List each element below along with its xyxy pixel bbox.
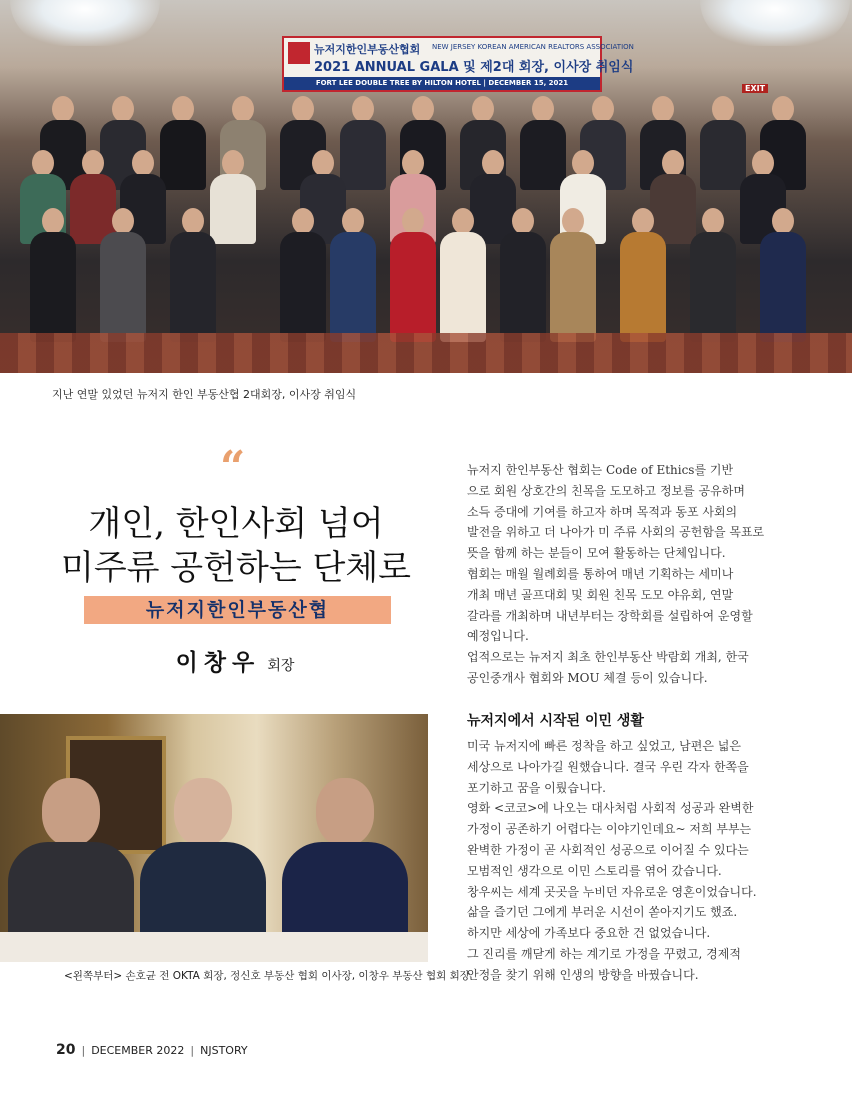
intro-line: 업적으로는 뉴저지 최초 한인부동산 박람회 개최, 한국: [467, 650, 749, 665]
intro-line: 개최 매년 골프대회 및 회원 친목 도모 야유회, 연말: [467, 587, 734, 602]
page-number: 20: [56, 1042, 76, 1058]
interviewee-name: 이창우: [175, 650, 261, 676]
story-line: 완벽한 가정이 곧 사회적인 성공으로 이어질 수 있다는: [467, 842, 749, 857]
intro-line: 으로 회원 상호간의 친목을 도모하고 정보를 공유하며: [467, 483, 745, 498]
headline-line-1: 개인, 한인사회 넘어: [88, 504, 384, 544]
intro-line: 소득 증대에 기여를 하고자 하며 목적과 동포 사회의: [467, 504, 738, 519]
mid-photo-caption: <왼쪽부터> 손호균 전 OKTA 회장, 정신호 부동산 협회 이사장, 이창우 부동산 협회 회장: [64, 970, 470, 982]
intro-line: 발전을 위하고 더 나아가 미 주류 사회의 공헌함을 목표로: [467, 525, 765, 540]
page-footer: [56, 1042, 248, 1058]
dinner-table: [0, 932, 428, 962]
intro-paragraph: [467, 460, 767, 689]
chandelier-right: [700, 0, 850, 46]
banner-subtitle: FORT LEE DOUBLE TREE BY HILTON HOTEL | DECEMBER 15, 2021: [284, 77, 600, 90]
headline-line-2: 미주류 공헌하는 단체로: [60, 548, 412, 588]
association-logo: [288, 42, 310, 64]
quote-mark-icon: “: [220, 442, 246, 493]
chandelier-left: [10, 0, 160, 46]
issue-date: DECEMBER 2022: [91, 1044, 185, 1057]
story-line: 그 진리를 깨닫게 하는 계기로 가정을 꾸렸고, 경제적: [467, 946, 741, 961]
interviewee-title: 회장: [267, 658, 295, 674]
banner-org-korean: 뉴저지한인부동산협회: [314, 43, 421, 56]
gala-banner: [282, 36, 634, 92]
exit-sign: EXIT: [742, 84, 768, 93]
intro-line: 갈라를 개최하며 내년부터는 장학회를 설립하여 운영할: [467, 608, 753, 623]
banner-org-english: NEW JERSEY KOREAN AMERICAN REALTORS ASSOCIATION: [432, 43, 634, 51]
organization-name: 뉴저지한인부동산협: [145, 599, 330, 621]
story-line: 하지만 세상에 가족보다 중요한 건 없었습니다.: [467, 926, 711, 941]
story-line: 포기하고 꿈을 이뤘습니다.: [467, 780, 606, 795]
magazine-name: NJSTORY: [200, 1044, 248, 1057]
intro-line: 공인중개사 협회와 MOU 체결 등이 있습니다.: [467, 670, 708, 685]
footer-divider: |: [190, 1044, 195, 1057]
section-subhead: 뉴저지에서 시작된 이민 생활: [467, 713, 644, 729]
interviewee: [90, 644, 380, 677]
intro-line: 뉴저지 한인부동산 협회는 Code of Ethics를 기반: [467, 463, 734, 477]
story-line: 세상으로 나아가길 원했습니다. 결국 우린 각자 한쪽을: [467, 759, 749, 774]
story-line: 미국 뉴저지에 빠른 정착을 하고 싶었고, 남편은 넓은: [467, 739, 741, 753]
three-men-photo: [0, 714, 428, 962]
carpet-floor: [0, 333, 852, 373]
story-line: 모범적인 생각으로 이민 스토리를 엮어 갔습니다.: [467, 863, 722, 878]
story-paragraph: [467, 736, 767, 986]
story-line: 안정을 찾기 위해 인생의 방향을 바꿨습니다.: [467, 967, 699, 982]
intro-line: 예정입니다.: [467, 629, 529, 644]
story-line: 영화 <코코>에 나오는 대사처럼 사회적 성공과 완벽한: [467, 801, 754, 816]
story-line: 창우씨는 세계 곳곳을 누비던 자유로운 영혼이었습니다.: [467, 884, 757, 899]
intro-line: 협회는 매월 월례회를 통하여 매년 기획하는 세미나: [467, 566, 734, 581]
banner-title: 2021 ANNUAL GALA 및 제2대 회장, 이사장 취임식: [314, 60, 634, 75]
top-photo-caption: 지난 연말 있었던 뉴저지 한인 부동산협 2대회장, 이사장 취임식: [52, 388, 357, 401]
footer-divider: |: [81, 1044, 86, 1057]
story-line: 삶을 즐기던 그에게 부러운 시선이 쏟아지기도 했죠.: [467, 905, 738, 920]
story-line: 가정이 공존하기 어렵다는 이야기인데요~ 저희 부부는: [467, 822, 752, 837]
gala-group-photo: [0, 0, 852, 373]
organization-banner: [84, 596, 391, 624]
intro-line: 뜻을 함께 하는 분들이 모여 활동하는 단체입니다.: [467, 546, 726, 561]
